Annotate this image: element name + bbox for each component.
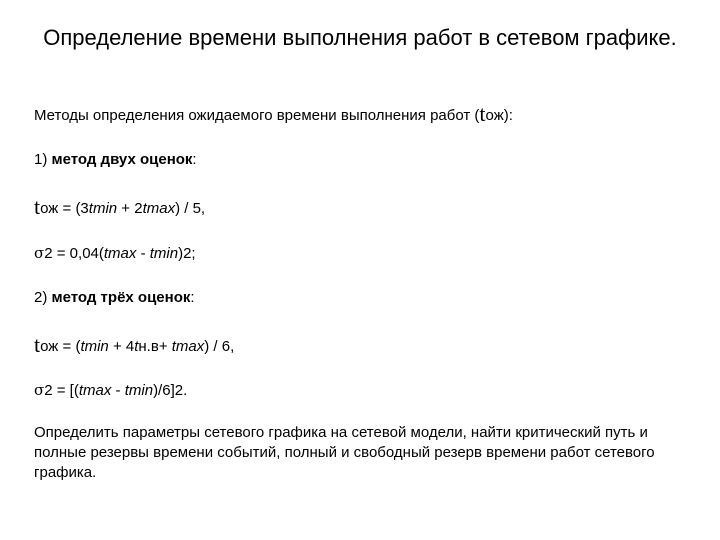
method-2-name: метод трёх оценок <box>51 289 191 306</box>
formula-3-end: ) / 6, <box>204 338 235 355</box>
method-1-label: 1) <box>34 151 52 168</box>
sigma-symbol: σ <box>34 381 45 399</box>
formula-3-tmin: tmin <box>80 338 109 355</box>
formula-3-tnv: t <box>134 338 139 355</box>
method-1-name: метод двух оценок <box>51 151 193 168</box>
formula-1-eq: = (3 <box>58 200 89 217</box>
t-symbol: t <box>34 194 41 219</box>
formula-2-tmin: tmin <box>149 245 179 262</box>
formula-3 <box>34 332 235 357</box>
intro-sub: ож <box>485 107 504 124</box>
formula-1-end: ) / 5, <box>175 200 206 217</box>
formula-2-pre: 2 = 0,04( <box>44 245 104 262</box>
formula-3-plus2: + <box>158 338 172 355</box>
slide-title: Определение времени выполнения работ в сетевом графике. <box>43 25 677 50</box>
method-2-colon: : <box>190 289 195 306</box>
formula-3-tmax: tmax <box>171 338 205 355</box>
method-2-label: 2) <box>34 289 52 306</box>
formula-4-minus: - <box>111 382 125 399</box>
formula-4-pre: 2 = [( <box>44 382 79 399</box>
formula-1 <box>34 194 206 219</box>
task-paragraph: Определить параметры сетевого графика на сетевой модели, найти критический путь и полные резервы времени событий, полный и свободный резерв времени работ сетевого графика. <box>34 424 655 481</box>
formula-4-end: )/6]2. <box>153 382 188 399</box>
intro-text: Методы определения ожидаемого времени выполнения работ ( <box>34 107 480 124</box>
formula-2-end: )2; <box>178 245 196 262</box>
formula-2 <box>34 244 196 263</box>
formula-3-tnv-sub: н.в <box>138 338 159 355</box>
formula-1-sub: ож <box>40 200 59 217</box>
intro-line <box>34 101 513 126</box>
method-2-line <box>34 288 195 307</box>
formula-1-tmax: tmax <box>142 200 176 217</box>
method-1-colon: : <box>192 151 197 168</box>
formula-2-tmax: tmax <box>103 245 137 262</box>
formula-3-sub: ож <box>40 338 59 355</box>
formula-2-minus: - <box>136 245 150 262</box>
t-symbol: t <box>479 101 486 126</box>
method-1-line <box>34 150 197 169</box>
formula-3-plus: + 4 <box>108 338 135 355</box>
formula-3-eq: = ( <box>58 338 81 355</box>
formula-4 <box>34 381 187 400</box>
sigma-symbol: σ <box>34 244 45 262</box>
intro-close: ): <box>503 107 513 124</box>
t-symbol: t <box>34 332 41 357</box>
formula-1-tmin: tmin <box>88 200 118 217</box>
formula-1-plus: + 2 <box>117 200 143 217</box>
formula-4-tmax: tmax <box>78 382 112 399</box>
formula-4-tmin: tmin <box>124 382 154 399</box>
